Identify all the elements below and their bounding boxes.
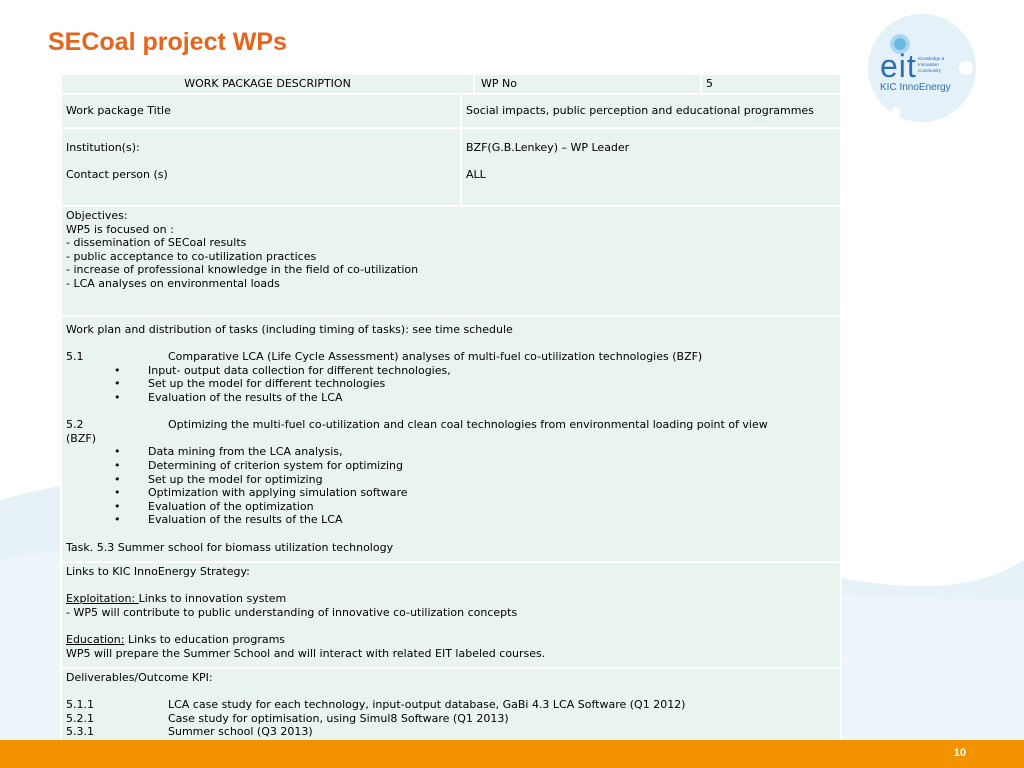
deliverable-item — [66, 698, 836, 712]
objectives-line: - LCA analyses on environmental loads — [66, 276, 280, 290]
deliverable-number: 5.3.1 — [66, 725, 94, 739]
description-header: WORK PACKAGE DESCRIPTION — [61, 74, 474, 94]
objectives-row — [61, 206, 841, 316]
exploitation-detail: - WP5 will contribute to public understanding of innovative co-utilization concepts — [66, 605, 518, 619]
exploitation-label: Exploitation: — [66, 592, 139, 606]
list-item-text: Evaluation of the optimization — [148, 499, 314, 513]
objectives-line: - public acceptance to co-utilization practices — [66, 249, 317, 263]
links-heading: Links to KIC InnoEnergy Strategy: — [66, 565, 250, 578]
title-label: Work package Title — [61, 94, 461, 128]
list-item — [66, 500, 836, 514]
education-label: Education: — [66, 632, 125, 646]
task-5-2 — [66, 418, 836, 432]
list-item-text: Set up the model for different technologies — [148, 377, 386, 391]
list-item — [66, 473, 836, 487]
work-package-table — [60, 73, 842, 743]
bullet-icon: • — [114, 458, 121, 472]
list-item — [66, 377, 836, 391]
wp-no-value: 5 — [701, 74, 841, 94]
title-row — [61, 94, 841, 128]
deliverable-text: Summer school (Q3 2013) — [168, 725, 313, 739]
objectives-line: WP5 is focused on : — [66, 222, 174, 236]
task-title-continued: (BZF) — [66, 431, 96, 445]
contact-value: ALL — [466, 168, 486, 182]
slide-title: SECoal project WPs — [48, 28, 287, 56]
logo-subtitle — [918, 56, 966, 74]
links-row — [61, 562, 841, 668]
institution-row — [61, 128, 841, 206]
deliverable-item — [66, 712, 836, 726]
logo-mark: eit — [880, 48, 917, 84]
footer-bar — [0, 740, 1024, 768]
deliverables-row — [61, 668, 841, 742]
task-number: 5.2 — [66, 418, 84, 432]
bullet-icon: • — [114, 363, 121, 377]
deliverables-cell — [61, 668, 841, 742]
institution-value: BZF(G.B.Lenkey) – WP Leader — [466, 141, 630, 154]
list-item — [66, 513, 836, 527]
deliverable-text: LCA case study for each technology, input-output database, GaBi 4.3 LCA Software (Q1 2012) — [168, 698, 686, 712]
list-item — [66, 486, 836, 500]
task-5-1 — [66, 350, 836, 364]
list-item-text: Optimization with applying simulation software — [148, 486, 408, 500]
bullet-icon: • — [114, 390, 121, 404]
work-plan-row — [61, 316, 841, 562]
task-title: Comparative LCA (Life Cycle Assessment) analyses of multi-fuel co-utilization technologies (BZF) — [168, 350, 703, 364]
task-number: 5.1 — [66, 350, 84, 364]
eit-kic-innoenergy-logo — [862, 12, 982, 124]
wp-no-header — [474, 74, 701, 94]
institution-cell — [61, 128, 461, 206]
logo-name: KIC InnoEnergy — [880, 82, 951, 93]
list-item-text: Input- output data collection for different technologies, — [148, 363, 451, 377]
education-detail: WP5 will prepare the Summer School and will interact with related EIT labeled courses. — [66, 646, 546, 660]
deliverable-text: Case study for optimisation, using Simul8 Software (Q1 2013) — [168, 711, 509, 725]
deliverable-number: 5.2.1 — [66, 711, 94, 725]
deliverable-number: 5.1.1 — [66, 698, 94, 712]
objectives-line: - increase of professional knowledge in the field of co-utilization — [66, 263, 419, 277]
institution-value-cell — [461, 128, 841, 206]
bullet-icon: • — [114, 486, 121, 500]
exploitation-line — [66, 592, 836, 606]
objectives-cell — [61, 206, 841, 316]
deliverable-item — [66, 725, 836, 739]
list-item — [66, 459, 836, 473]
table-header-row — [61, 74, 841, 94]
list-item — [66, 445, 836, 459]
links-cell — [61, 562, 841, 668]
bullet-icon: • — [114, 445, 121, 459]
list-item-text: Determining of criterion system for optimizing — [148, 458, 404, 472]
logo-sub-line: Knowledge & — [918, 56, 945, 61]
bullet-icon: • — [114, 513, 121, 527]
task-5-3: Task. 5.3 Summer school for biomass utilization technology — [66, 540, 394, 554]
wp-no-label: WP No — [481, 77, 517, 90]
institution-label: Institution(s): — [66, 141, 140, 154]
objectives-line: Objectives: — [66, 209, 128, 222]
bullet-icon: • — [114, 377, 121, 391]
objectives-line: - dissemination of SECoal results — [66, 236, 247, 250]
work-plan-cell — [61, 316, 841, 562]
task-title: Optimizing the multi-fuel co-utilization and clean coal technologies from environmental loading point of view — [168, 418, 768, 432]
list-item — [66, 364, 836, 378]
list-item — [66, 391, 836, 405]
list-item-text: Evaluation of the results of the LCA — [148, 513, 343, 527]
bullet-icon: • — [114, 499, 121, 513]
logo-sub-line: Community — [918, 68, 941, 73]
list-item-text: Set up the model for optimizing — [148, 472, 323, 486]
deliverables-heading: Deliverables/Outcome KPI: — [66, 671, 213, 684]
work-plan-heading: Work plan and distribution of tasks (including timing of tasks): see time schedule — [66, 323, 513, 336]
bullet-icon: • — [114, 472, 121, 486]
list-item-text: Data mining from the LCA analysis, — [148, 445, 343, 459]
education-line — [66, 633, 836, 647]
contact-label: Contact person (s) — [66, 168, 168, 182]
logo-sub-line: Innovation — [918, 62, 939, 67]
education-text: Links to education programs — [124, 632, 286, 646]
page-number: 10 — [953, 747, 966, 759]
list-item-text: Evaluation of the results of the LCA — [148, 390, 343, 404]
exploitation-text: Links to innovation system — [138, 592, 287, 606]
title-value: Social impacts, public perception and educational programmes — [461, 94, 841, 128]
